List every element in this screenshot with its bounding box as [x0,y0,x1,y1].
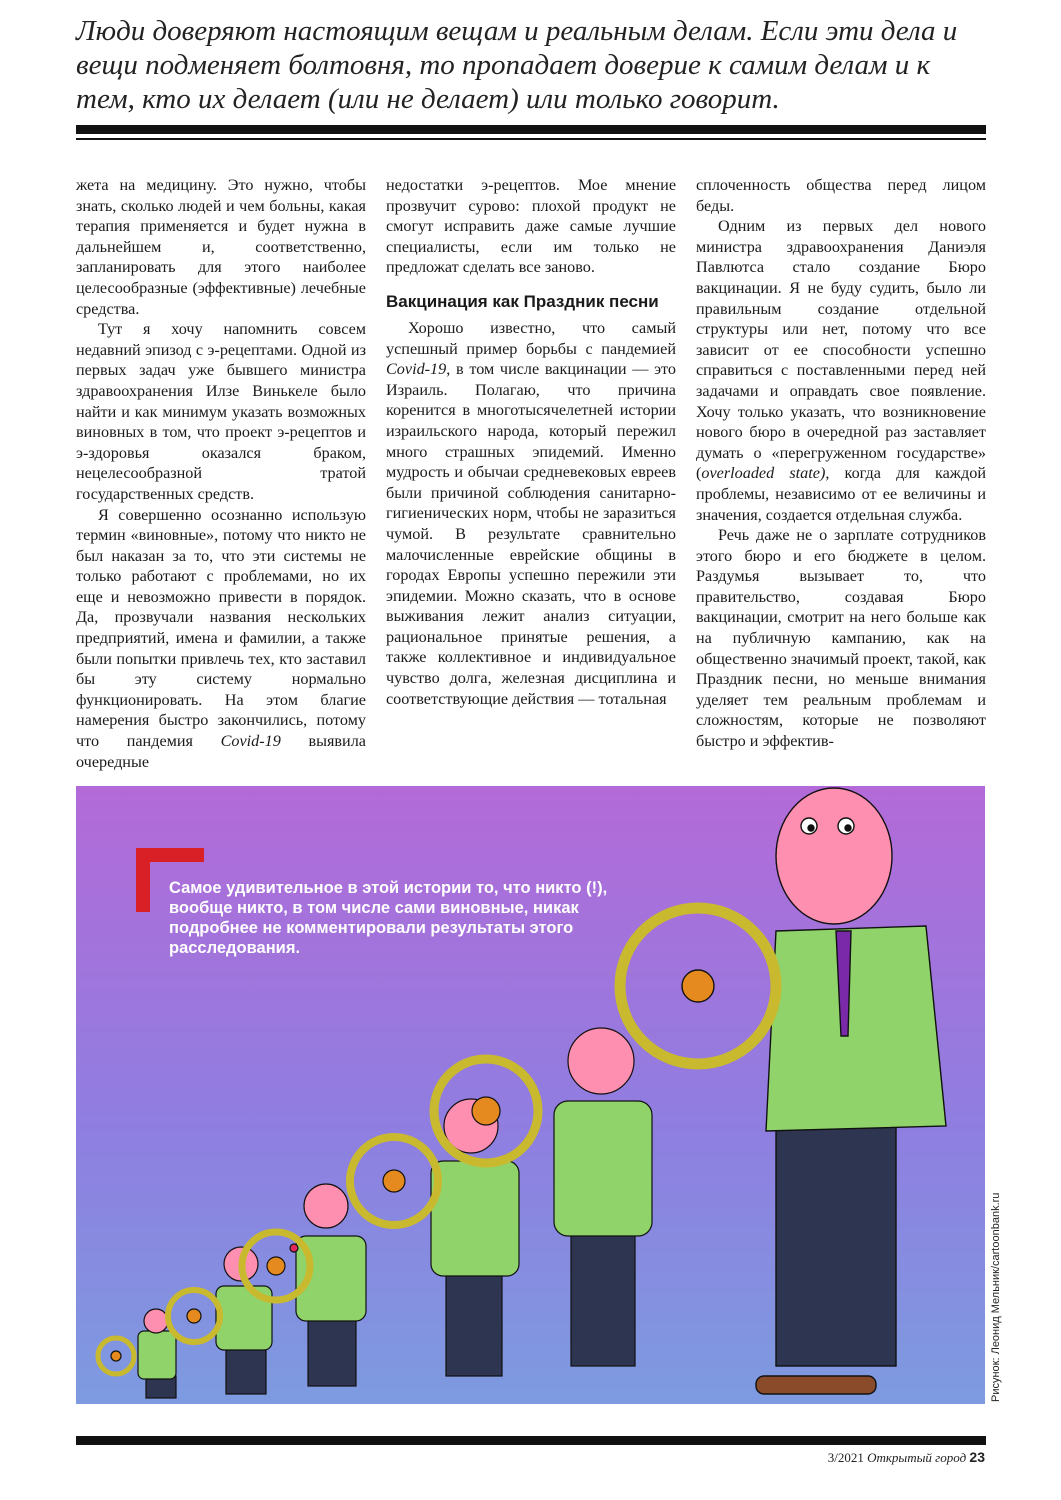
covid-term: Covid-19 [386,360,447,379]
paragraph-text: , когда для каждой проблемы, независимо от ее величины и значения, создается отдельная служба. [696,464,986,524]
pull-quote-text: Самое удивительное в этой истории то, что никто (!), вообще никто, в том числе сами виновные, никак подробнее не комментировали результаты этого расследования. [169,879,608,957]
overloaded-term: overloaded state) [701,464,826,483]
column-3 [696,175,986,752]
lead-quote [76,14,996,116]
section-heading: Вакцинация как Праздник песни [386,291,659,311]
column-2 [386,175,676,709]
paragraph: Тут я хочу напомнить совсем недавний эпизод с э-рецептами. Одной из первых задач уже бывшего министра здравоохранения Илзе Винькеле было найти и как минимум указать возможных виновных в том, что проект э-рецептов и э-здоровья оказался браком, нецелесообразной тратой государственных средств. [76,320,366,503]
covid-term: Covid-19 [220,732,281,751]
paragraph [696,216,986,525]
paragraph-text: , в том числе вакцинации — это Израиль. Полагаю, что причина коренится в многотысячелетней истории израильского народа, который пережил много страшных эпидемий. Именно мудрость и обычаи средневековых евреев были причиной соблюдения санитарно-гигиенических норм, чтобы не заразиться чумой. В результате сравнительно малочисленные еврейские общины в городах Европы успешно пережили эти эпидемии. Можно сказать, что в основе выживания лежит анализ ситуации, рациональное принятые решения, а также коллективное и индивидуальное чувство долга, железная дисциплина и соответствующие действия — тотальная [386,360,676,708]
top-rule-thin [76,138,986,140]
top-rule [76,125,986,134]
paragraph: сплоченность общества перед лицом беды. [696,176,986,215]
paragraph-text: Я совершенно осознанно использую термин «виновные», потому что никто не был наказан за то, что эти системы не только работают с проблемами, но их еще и невозможно привести в порядок. Да, прозвучали названия нескольких предприятий, имена и фамилии, а также были попытки привлечь тех, кто заставил бы эту систему нормально функционировать. На этом благие намерения быстро закончились, потому что пандемия [76,505,366,751]
column-1 [76,175,366,772]
page-footer [828,1449,985,1466]
page-number: 23 [969,1449,985,1465]
paragraph-text: Одним из первых дел нового министра здравоохранения Даниэля Павлютса стало создание Бюро вакцинации. Я не буду судить, было ли правильным создание отдельной структуры или нет, потому что все зависит от ее способности успешно справиться с поставленными перед ней задачами и оправдать свое появление. Хочу только указать, что возникновение нового бюро в очередной раз заставляет думать о «перегруженном государстве» ( [696,217,986,483]
cartoon-illustration [76,786,985,1404]
magazine-name: Открытый город [867,1450,967,1465]
issue-number: 3/2021 [827,1450,864,1465]
paragraph [386,318,676,709]
bottom-rule [76,1436,986,1445]
paragraph: Речь даже не о зарплате сотрудников этого бюро и его бюджете в целом. Раздумья вызывает то, что правительство, создавая Бюро вакцинации, смотрит на него больше как на публичную кампанию, как на общественно значимый проект, такой, как Праздник песни, но меньше внимания уделяет тем реальным проблемам и сложностям, которые не позволяют быстро и эффектив- [696,526,986,751]
paragraph: жета на медицину. Это нужно, чтобы знать, сколько людей и чем больны, какая терапия применяется и будет нужна в дальнейшем и, соответственно, запланировать для этого наиболее целесообразные (эффективные) лечебные средства. [76,176,366,318]
paragraph: недостатки э-рецептов. Мое мнение прозвучит сурово: плохой продукт не смогут исправить даже самые лучшие специалисты, если им только не предложат сделать все заново. [386,176,676,277]
illustration-credit: Рисунок: Леонид Мельник/cartoonbank.ru [990,1192,1002,1402]
paragraph [76,505,366,773]
paragraph-text: Хорошо известно, что самый успешный пример борьбы с пандемией [386,318,676,358]
paragraph-text: выявила очередные [76,732,366,771]
lead-text: Люди доверяют настоящим вещам и реальным делам. Если эти дела и вещи подменяет болтовня, то пропадает доверие к самим делам и к тем, кто их делает (или не делает) или только говорит. [76,15,958,115]
